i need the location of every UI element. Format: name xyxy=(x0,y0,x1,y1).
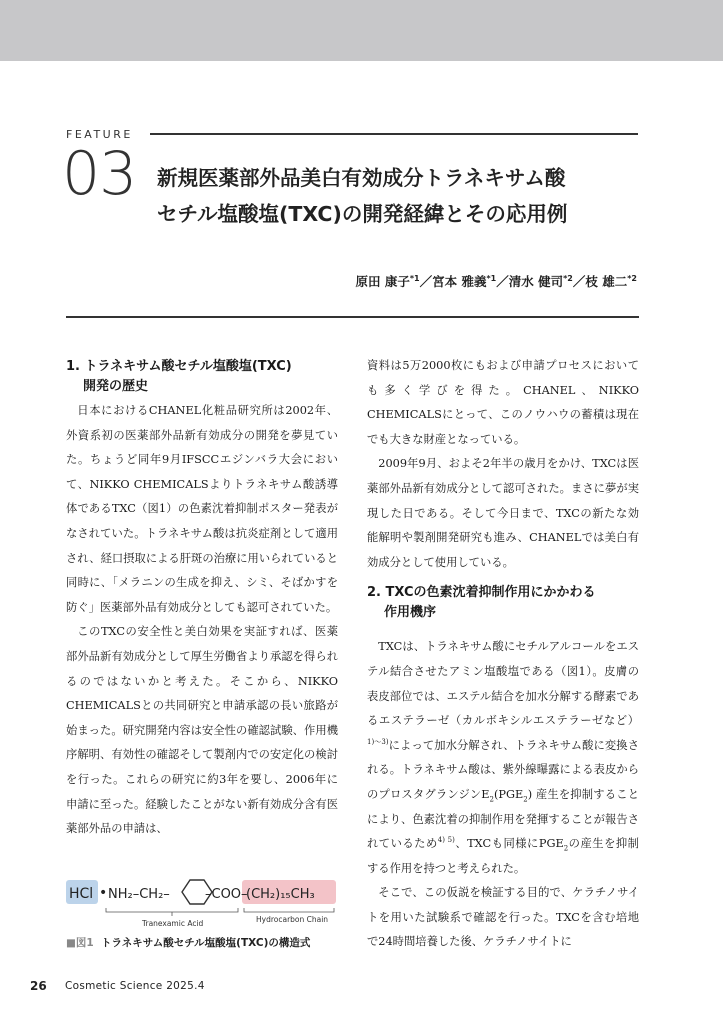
feature-rule xyxy=(150,133,638,135)
hcl-text: HCl xyxy=(69,886,94,902)
feature-number: 03 xyxy=(62,139,137,209)
text-run: ) 産生を抑制することにより、色素沈着の抑制作用を発揮することが報告されているため xyxy=(367,787,639,851)
left-column xyxy=(66,357,338,842)
chain-label: Hydrocarbon Chain xyxy=(256,915,329,924)
section-number: 1. xyxy=(66,359,80,374)
structure-formula-figure xyxy=(66,870,341,932)
author-mark: *1 xyxy=(409,273,420,283)
author-separator: ／ xyxy=(496,274,509,289)
paragraph xyxy=(367,635,639,881)
author-mark: *2 xyxy=(627,273,637,283)
text-run: (PGE xyxy=(493,787,524,801)
text-run: の産生を抑制する作用を持つと考えられた。 xyxy=(367,837,639,875)
tranexamic-bracket xyxy=(106,908,238,912)
author-mark: *1 xyxy=(486,273,497,283)
feature-label: FEATURE xyxy=(66,128,133,141)
section-1-heading xyxy=(66,357,338,397)
text-run: 、TXCも同様にPGE xyxy=(454,837,564,851)
author-separator: ／ xyxy=(572,274,586,289)
author-mark: *2 xyxy=(563,273,573,283)
author-name: 宮本 雅義 xyxy=(432,274,487,289)
section-number: 2. xyxy=(367,585,381,601)
author-name: 清水 健司 xyxy=(508,274,564,289)
heading-line: 作用機序 xyxy=(384,605,437,621)
caption-marker: ■図1 xyxy=(66,937,94,949)
paragraph: 日本におけるCHANEL化粧品研究所は2002年、外資系初の医薬部外品新有効成分の開発を夢見ていた。ちょうど同年9月IFSCCエジンバラ大会において、NIKKO CHEMICALSよりトラネキサム酸誘導体であるTXC（図1）の色素沈着抑制ポスター発表がなされていた。トラネキサム酸は抗炎症剤として適用され、経口摂取による肝斑の治療に用いられていると同時に、「メラニンの生成を抑え、シミ、そばかすを防ぐ」医薬部外品有効成分としても認可されていた。 xyxy=(66,404,338,614)
title-line-2: セチル塩酸塩(TXC)の開発経緯とその応用例 xyxy=(157,202,568,226)
page-number: 26 xyxy=(30,979,47,993)
subscript: 2 xyxy=(489,795,494,804)
reference-mark: 1)〜3) xyxy=(367,737,389,746)
ester-text: –COO– xyxy=(205,887,248,902)
figure-caption xyxy=(66,935,310,950)
subscript: 2 xyxy=(563,844,569,853)
heading-line: TXCの色素沈着抑制作用にかかわる xyxy=(385,585,596,601)
paragraph: 資料は5万2000枚にもおよび申請プロセスにおいても多く学びを得た。CHANEL、NIKKO CHEMICALSにとって、このノウハウの蓄積は現在でも大きな財産となっている。 xyxy=(367,359,639,446)
heading-line: トラネキサム酸セチル塩酸塩(TXC) xyxy=(84,359,292,374)
top-band xyxy=(0,0,723,61)
chain-text: (CH₂)₁₅CH₃ xyxy=(246,887,315,902)
text-run: TXCは、トラネキサム酸にセチルアルコールをエステル結合させたアミン塩酸塩である（図1）。皮膚の表皮部位では、エステル結合を加水分解する酵素であるエステラーゼ（カルボキシルエステラーゼなど） xyxy=(367,640,639,728)
dot-text: • xyxy=(99,885,108,901)
caption-text: トラネキサム酸セチル塩酸塩(TXC)の構造式 xyxy=(101,937,311,949)
author-name: 原田 康子 xyxy=(355,274,410,289)
title-line-1: 新規医薬部外品美白有効成分トラネキサム酸 xyxy=(157,166,566,190)
text-run: によって加水分解され、トラネキサム酸に変換される。トラネキサム酸は、紫外線曝露による表皮からのプロスタグランジンE xyxy=(367,738,639,801)
chain-bracket xyxy=(244,908,334,912)
reference-mark: 4) 5) xyxy=(437,836,455,845)
subscript: 2 xyxy=(523,795,528,804)
author-separator: ／ xyxy=(419,274,433,289)
paragraph: そこで、この仮説を検証する目的で、ケラチノサイトを用いた試験系で確認を行った。TXCを含む培地で24時間培養した後、ケラチノサイトに xyxy=(367,886,639,949)
amine-text: NH₂–CH₂– xyxy=(108,887,170,902)
heading-line: 開発の歴史 xyxy=(83,379,149,394)
author-name: 枝 雄二 xyxy=(585,274,628,289)
section-2-heading xyxy=(367,583,639,623)
paragraph: このTXCの安全性と美白効果を実証すれば、医薬部外品新有効成分として厚生労働省より承認を得られるのではないかと考えた。そこから、NIKKO CHEMICALSとの共同研究と申請承認の長い旅路が始まった。研究開発内容は安全性の確認試験、作用機序解明、有効性の確認そして製剤内での安定化の検討を行った。これらの研究に約3年を要し、2006年に申請に至った。経験したことがない新有効成分含有医薬部外品の申請は、 xyxy=(66,625,338,836)
paragraph: 2009年9月、およそ2年半の歳月をかけ、TXCは医薬部外品新有効成分として認可された。まさに夢が実現した日である。そして今日まで、TXCの新たな効能解明や製剤開発研究も進み、CHANELでは美白有効成分として使用している。 xyxy=(367,457,639,569)
tranexamic-label: Tranexamic Acid xyxy=(142,919,204,928)
magazine-name: Cosmetic Science 2025.4 xyxy=(65,980,205,992)
right-column xyxy=(367,354,639,955)
header-rule xyxy=(66,316,639,318)
author-list xyxy=(356,272,637,290)
